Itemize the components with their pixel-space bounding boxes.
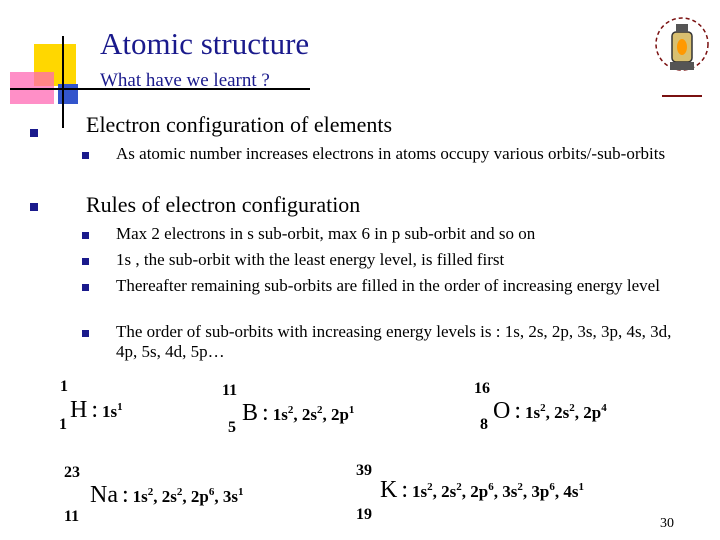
bullet-marker	[82, 232, 89, 239]
slide-subtitle: What have we learnt ?	[100, 70, 270, 91]
decor-vertical-line	[62, 36, 64, 128]
sodium-configuration: Na : $1s^2$, $2s^2$, $2p^6$, $3s^1$	[90, 482, 244, 508]
oxygen-atomic-number: 8	[480, 416, 488, 433]
decor-blue-square	[58, 84, 78, 104]
bullet-marker	[30, 129, 38, 137]
potassium-configuration: K : $1s^2$, $2s^2$, $2p^6$, $3s^2$, $3p^6$, $4s^1$	[380, 477, 584, 503]
potassium-atomic-number: 19	[356, 506, 372, 523]
separator: :	[121, 482, 129, 508]
page-number: 30	[660, 516, 674, 531]
hydrogen-atomic-number: 1	[59, 416, 67, 433]
oxygen-configuration: O : $1s^2$, $2s^2$, $2p^4$	[493, 398, 607, 424]
bullet-electron-configuration: Electron configuration of elements	[86, 112, 393, 137]
boron-mass-number: 11	[222, 382, 238, 399]
hydrogen-configuration: H : $1s^1$	[70, 397, 123, 423]
boron-atomic-number: 5	[228, 419, 236, 436]
hydrogen-symbol: H	[70, 397, 88, 423]
bullet-marker	[82, 330, 89, 337]
hydrogen-mass-number: 1	[60, 378, 68, 395]
separator: :	[262, 400, 269, 426]
potassium-symbol: K	[380, 477, 398, 503]
separator: :	[401, 477, 409, 503]
bullet-1s-first: 1s , the sub-orbit with the least energy level, is filled first	[116, 250, 505, 269]
bullet-order: The order of sub-orbits with increasing energy levels is : 1s, 2s, 2p, 3s, 3p, 4s, 3d, 4p, 5s, 4d, 5p…	[116, 322, 672, 361]
oxygen-mass-number: 16	[474, 380, 490, 397]
bullet-marker	[82, 152, 89, 159]
bullet-thereafter: Thereafter remaining sub-orbits are filled in the order of increasing energy level	[116, 276, 660, 295]
boron-symbol: B	[242, 400, 259, 426]
lantern-emblem-icon	[652, 10, 712, 102]
sodium-atomic-number: 11	[64, 508, 80, 525]
slide-title: Atomic structure	[100, 26, 310, 61]
sodium-symbol: Na	[90, 482, 118, 508]
boron-configuration: B : $1s^2$, $2s^2$, $2p^1$	[242, 400, 355, 426]
bullet-marker	[82, 284, 89, 291]
sodium-mass-number: 23	[64, 464, 80, 481]
bullet-marker	[30, 203, 38, 211]
separator: :	[514, 398, 522, 424]
bullet-marker	[82, 258, 89, 265]
separator: :	[91, 397, 99, 423]
oxygen-symbol: O	[493, 398, 511, 424]
potassium-mass-number: 39	[356, 462, 372, 479]
bullet-max-electrons: Max 2 electrons in s sub-orbit, max 6 in p sub-orbit and so on	[116, 224, 536, 243]
bullet-rules-heading: Rules of electron configuration	[86, 192, 361, 217]
bullet-atomic-number: As atomic number increases electrons in atoms occupy various orbits/-sub-orbits	[116, 144, 666, 163]
